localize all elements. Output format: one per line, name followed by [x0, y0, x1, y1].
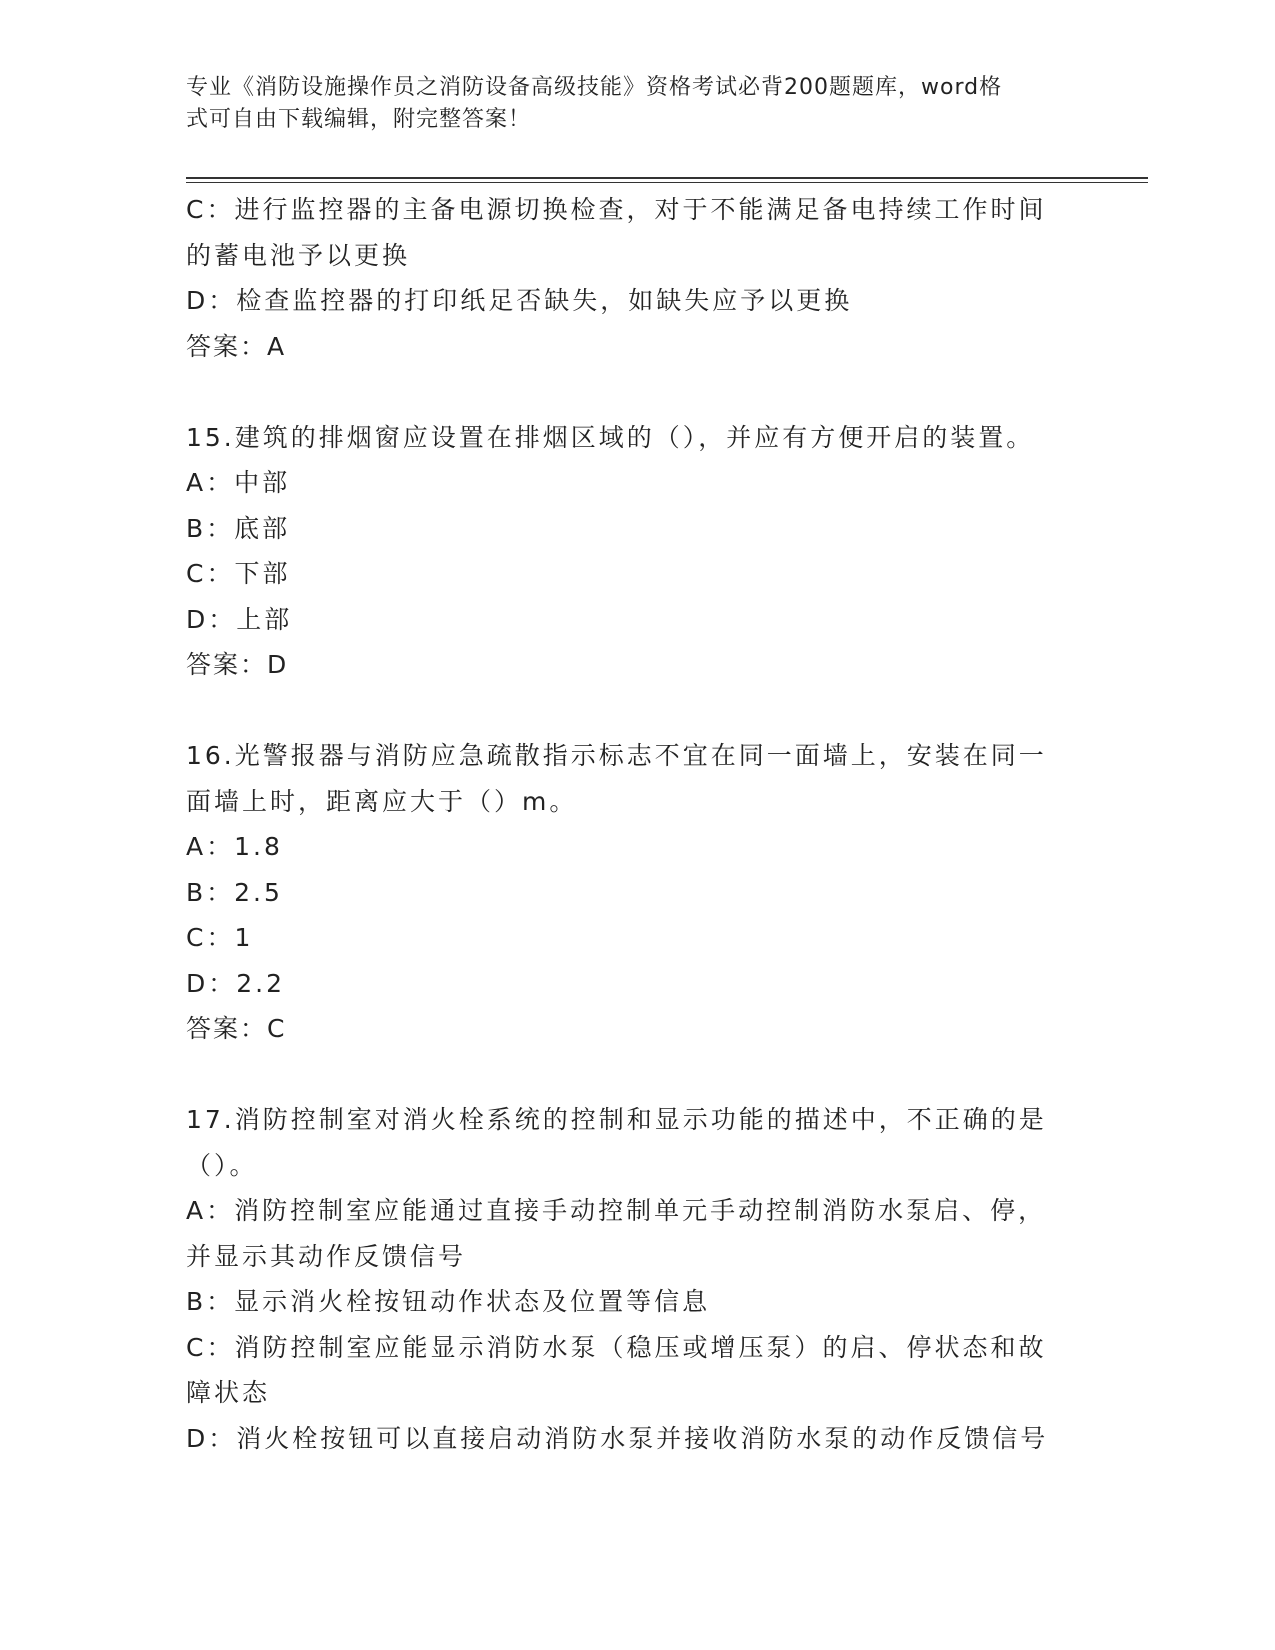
option-b: B：2.5 — [186, 877, 283, 907]
question-15 — [186, 415, 1086, 688]
question-16 — [186, 733, 1086, 1052]
option-c: C：下部 — [186, 559, 291, 588]
option-c-line-1: C：进行监控器的主备电源切换检查，对于不能满足备电持续工作时间 — [186, 195, 1047, 224]
option-d: D：消火栓按钮可以直接启动消防水泵并接收消防水泵的动作反馈信号 — [186, 1423, 1049, 1453]
question-stem-line-1: 17.消防控制室对消火栓系统的控制和显示功能的描述中，不正确的是 — [186, 1105, 1047, 1134]
answer: 答案：D — [186, 650, 289, 679]
option-b: B：显示消火栓按钮动作状态及位置等信息 — [186, 1287, 711, 1316]
option-c-line-1: C：消防控制室应能显示消防水泵（稳压或增压泵）的启、停状态和故 — [186, 1332, 1047, 1362]
option-d: D：检查监控器的打印纸足否缺失，如缺失应予以更换 — [186, 286, 853, 315]
question-stem-line-1: 16.光警报器与消防应急疏散指示标志不宜在同一面墙上，安装在同一 — [186, 741, 1047, 770]
question-stem-line-2: 面墙上时，距离应大于（）m。 — [186, 786, 578, 816]
spacer — [186, 1052, 1086, 1098]
answer: 答案：C — [186, 1014, 287, 1043]
header-line-2: 式可自由下载编辑，附完整答案！ — [186, 107, 532, 132]
option-a-line-2: 并显示其动作反馈信号 — [186, 1241, 467, 1271]
question-stem-line-2: （）。 — [186, 1150, 258, 1180]
option-c-line-2: 障状态 — [186, 1378, 271, 1407]
document-header — [186, 72, 1066, 136]
question-17 — [186, 1097, 1086, 1461]
option-d: D：2.2 — [186, 968, 286, 998]
header-rule-thin — [186, 182, 1148, 183]
option-c: C：1 — [186, 923, 254, 952]
option-a: A：中部 — [186, 468, 291, 497]
answer: 答案：A — [186, 331, 287, 361]
spacer — [186, 369, 1086, 415]
document-body — [186, 187, 1086, 1461]
question-14-tail — [186, 187, 1086, 369]
header-rule-thick — [186, 177, 1148, 179]
header-line-1: 专业《消防设施操作员之消防设备高级技能》资格考试必背200题题库，word格 — [186, 75, 1003, 100]
option-d: D：上部 — [186, 604, 293, 634]
option-c-line-2: 的蓄电池予以更换 — [186, 240, 411, 270]
spacer — [186, 688, 1086, 734]
option-b: B：底部 — [186, 513, 291, 543]
question-stem: 15.建筑的排烟窗应设置在排烟区域的（），并应有方便开启的装置。 — [186, 422, 1035, 452]
option-a-line-1: A：消防控制室应能通过直接手动控制单元手动控制消防水泵启、停， — [186, 1196, 1047, 1225]
option-a: A：1.8 — [186, 832, 283, 861]
